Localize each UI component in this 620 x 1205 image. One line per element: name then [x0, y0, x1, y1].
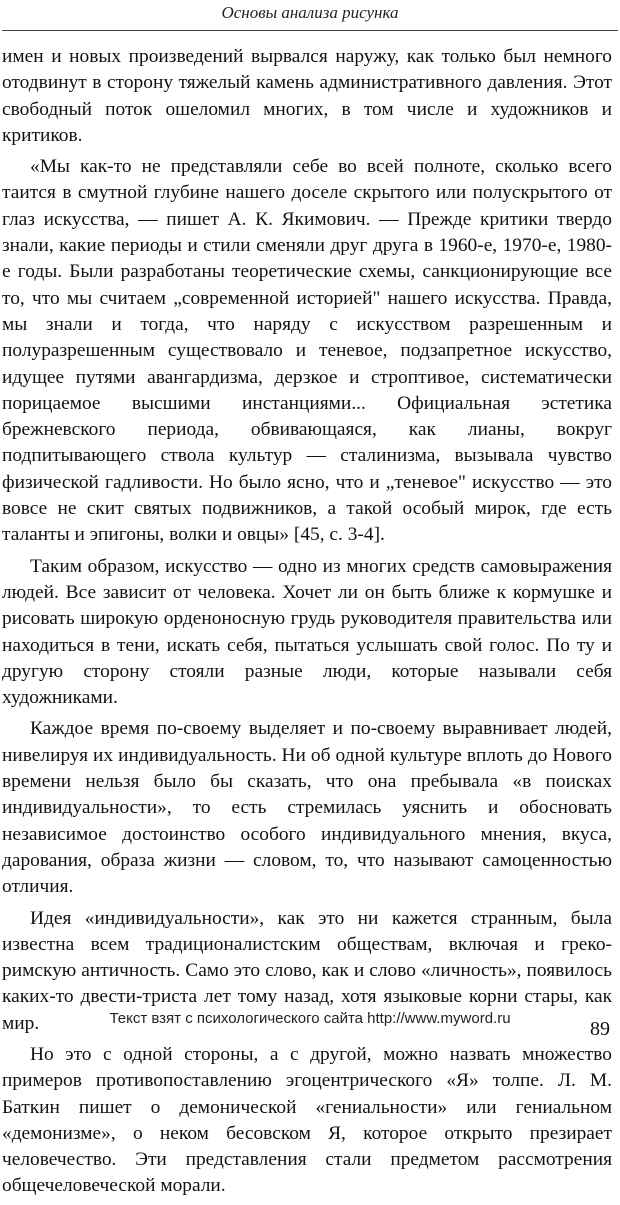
- paragraph-continued: имен и новых произведений вырвался наружу, как только был немного отодвинут в сторону тяжелый камень административного давления. Этот свободный поток ошеломил многих, в том числе и художников и критиков.: [2, 46, 612, 146]
- running-head-title: Основы анализа рисунка: [221, 3, 399, 22]
- paragraph-egocentric-self: Но это с одной стороны, а с другой, можно назвать множество примеров противопоставлению эгоцентрического «Я» толпе. Л. М. Баткин пишет о демонической «гениальности» или гениальном «демонизме», о неком бесовском Я, которое открыто презирает человечество. Эти представления стали предметом рассмотрения общечеловеческой морали.: [2, 1043, 612, 1197]
- paragraph-art-self-expression: Таким образом, искусство — одно из многих средств самовыражения людей. Все зависит от человека. Хочет ли он быть ближе к кормушке и рисовать широкую орденоносную грудь руководителя правительства или находиться в тени, искать себя, пытаться услышать свой голос. По ту и другую сторону стояли разные люди, которые называли себя художниками.: [2, 555, 612, 709]
- paragraph-individuality-idea: Идея «индивидуальности», как это ни кажется странным, была известна всем традиционалистским обществам, включая и греко-римскую античность. Само это слово, как и слово «личность», появилось каких-то двести-триста лет тому назад, хотя языковые корни стары, как мир.: [2, 907, 612, 1034]
- source-note: Текст взят с психологического сайта http://www.myword.ru: [109, 1010, 511, 1027]
- header-divider: [2, 30, 618, 31]
- body-text: [2, 44, 612, 1205]
- page-number: 89: [590, 1018, 610, 1040]
- paragraph-individuality-era: Каждое время по-своему выделяет и по-своему выравнивает людей, нивелируя их индивидуальность. Ни об одной культуре вплоть до Нового времени нельзя было бы сказать, что она пребывала «в поисках индивидуальности», то есть стремилась уяснить и обосновать независимое достоинство особого индивидуального мнения, вкуса, дарования, образа жизни — словом, то, что называют самоценностью отличия.: [2, 718, 612, 898]
- paragraph-quote-yakimovich: «Мы как-то не представляли себе во всей полноте, сколько всего таится в смутной глубине нашего доселе скрытого или полускрытого от глаз искусства, — пишет А. К. Якимович. — Прежде критики твердо знали, какие периоды и стили сменяли друг друга в 1960-е, 1970-е, 1980-е годы. Были разработаны теоретические схемы, санкционирующие все то, что мы считаем „современной историей" нашего искусства. Правда, мы знали и тогда, что наряду с искусством разрешенным и полуразрешенным существовало и теневое, подзапретное искусство, идущее путями авангардизма, дерзкое и строптивое, систематически порицаемое высшими инстанциями... Официальная эстетика брежневского периода, обвивающаяся, как лианы, вокруг подпитывающего ствола культур — сталинизма, вызывала чувство физической гадливости. Но было ясно, что и „теневое" искусство — это вовсе не скит святых подвижников, а такой особый мирок, где есть таланты и эпигоны, волки и овцы» [45, с. 3-4].: [2, 156, 612, 546]
